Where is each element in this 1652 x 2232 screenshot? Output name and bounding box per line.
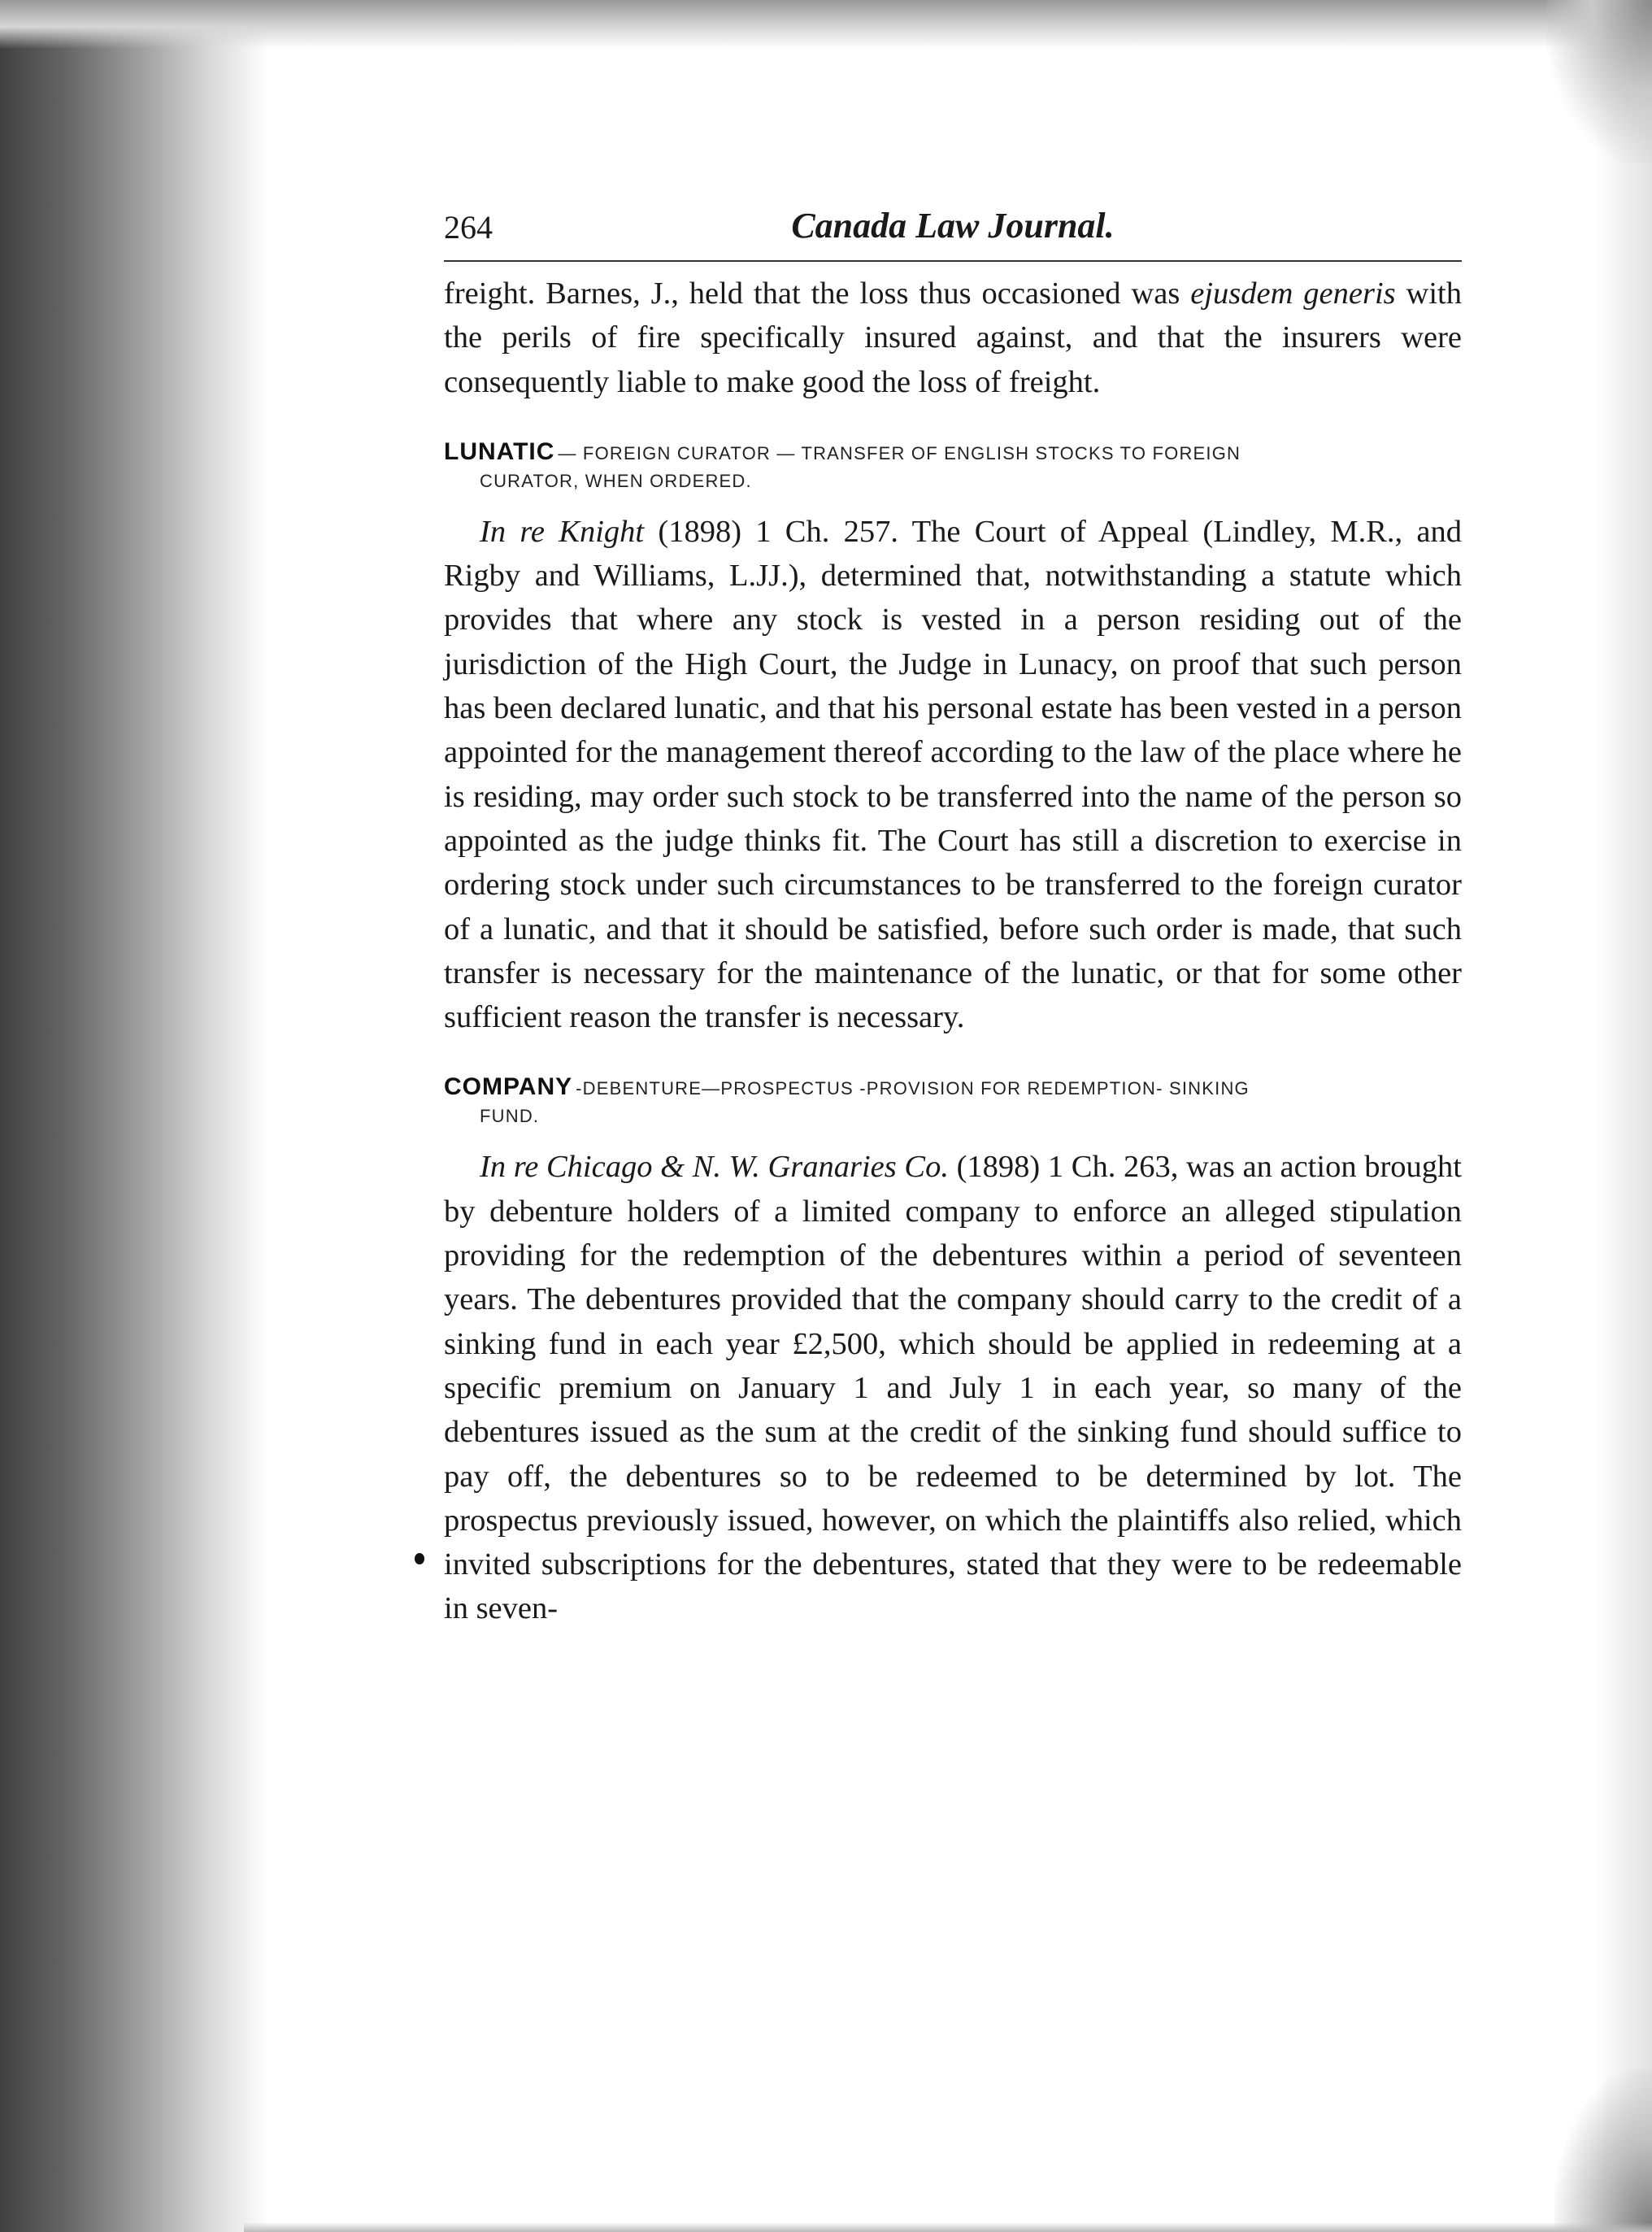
heading-subtopics: -DEBENTURE—PROSPECTUS -PROVISION FOR REDEMPTION- SINKING xyxy=(576,1078,1250,1099)
heading-subtopics-continued: CURATOR, WHEN ORDERED. xyxy=(480,470,752,491)
section-heading-company xyxy=(444,1073,1462,1130)
case-name: In re Knight xyxy=(480,514,645,549)
heading-subtopics: — FOREIGN CURATOR — TRANSFER OF ENGLISH STOCKS TO FOREIGN xyxy=(558,442,1241,463)
latin-phrase: ejusdem generis xyxy=(1190,276,1396,311)
case-name: In re Chicago & N. W. Granaries Co. xyxy=(480,1150,949,1185)
scan-corner-bottom-right xyxy=(1554,2069,1652,2232)
paragraph-freight xyxy=(444,272,1462,404)
document-page xyxy=(444,202,1462,1631)
heading-keyword: LUNATIC xyxy=(444,437,555,465)
section-heading-lunatic xyxy=(444,438,1462,495)
paragraph-text: freight. Barnes, J., held that the loss thus occasioned was xyxy=(444,276,1191,311)
paragraph-text: (1898) 1 Ch. 263, was an action brought by debenture holders of a limited company to enforce an alleged stipulation providing for the redemption of the debentures within a period of seventeen years. The debentures provided that the company should carry to the credit of a sinking fund in each year £2,500, which should be applied in redeeming at a specific premium on January 1 and July 1 in each year, so many of the debentures issued as the sum at the credit of the sinking fund should suffice to pay off, the debentures so to be redeemed to be determined by lot. The prospectus previously issued, however, on which the plaintiffs also relied, which invited subscriptions for the debentures, stated that they were to be redeemable in seven- xyxy=(444,1150,1462,1626)
scan-shadow-left xyxy=(0,0,268,2232)
paragraph-lunatic xyxy=(444,510,1462,1040)
scan-shadow-bottom xyxy=(244,2222,1652,2232)
paragraph-text: with the perils of fire specifically insured against, and that the insurers were consequently liable to make good the loss of freight. xyxy=(444,276,1463,399)
heading-subtopics-continued: FUND. xyxy=(480,1106,540,1127)
heading-keyword: COMPANY xyxy=(444,1073,573,1101)
page-number: 264 xyxy=(444,209,493,246)
paragraph-company xyxy=(444,1145,1462,1630)
margin-ink-dot xyxy=(415,1553,424,1564)
journal-title: Canada Law Journal. xyxy=(791,206,1115,246)
paragraph-text: (1898) 1 Ch. 257. The Court of Appeal (Lindley, M.R., and Rigby and Williams, L.JJ.), determined that, notwithstanding a statute which provides that where any stock is vested in a person residing out of the jurisdiction of the High Court, the Judge in Lunacy, on proof that such person has been declared lunatic, and that his personal estate has been vested in a person appointed for the management thereof according to the law of the place where he is residing, may order such stock to be transferred into the name of the person so appointed as the judge thinks fit. The Court has still a discretion to exercise in ordering stock under such circumstances to be transferred to the foreign curator of a lunatic, and that it should be satisfied, before such order is made, that such transfer is necessary for the maintenance of the lunatic, or that for some other sufficient reason the transfer is necessary. xyxy=(444,514,1462,1035)
scan-shadow-right xyxy=(1595,0,1652,2232)
running-head xyxy=(444,202,1462,262)
scan-shadow-top xyxy=(0,0,1652,49)
scan-corner-top-right xyxy=(1546,0,1652,163)
